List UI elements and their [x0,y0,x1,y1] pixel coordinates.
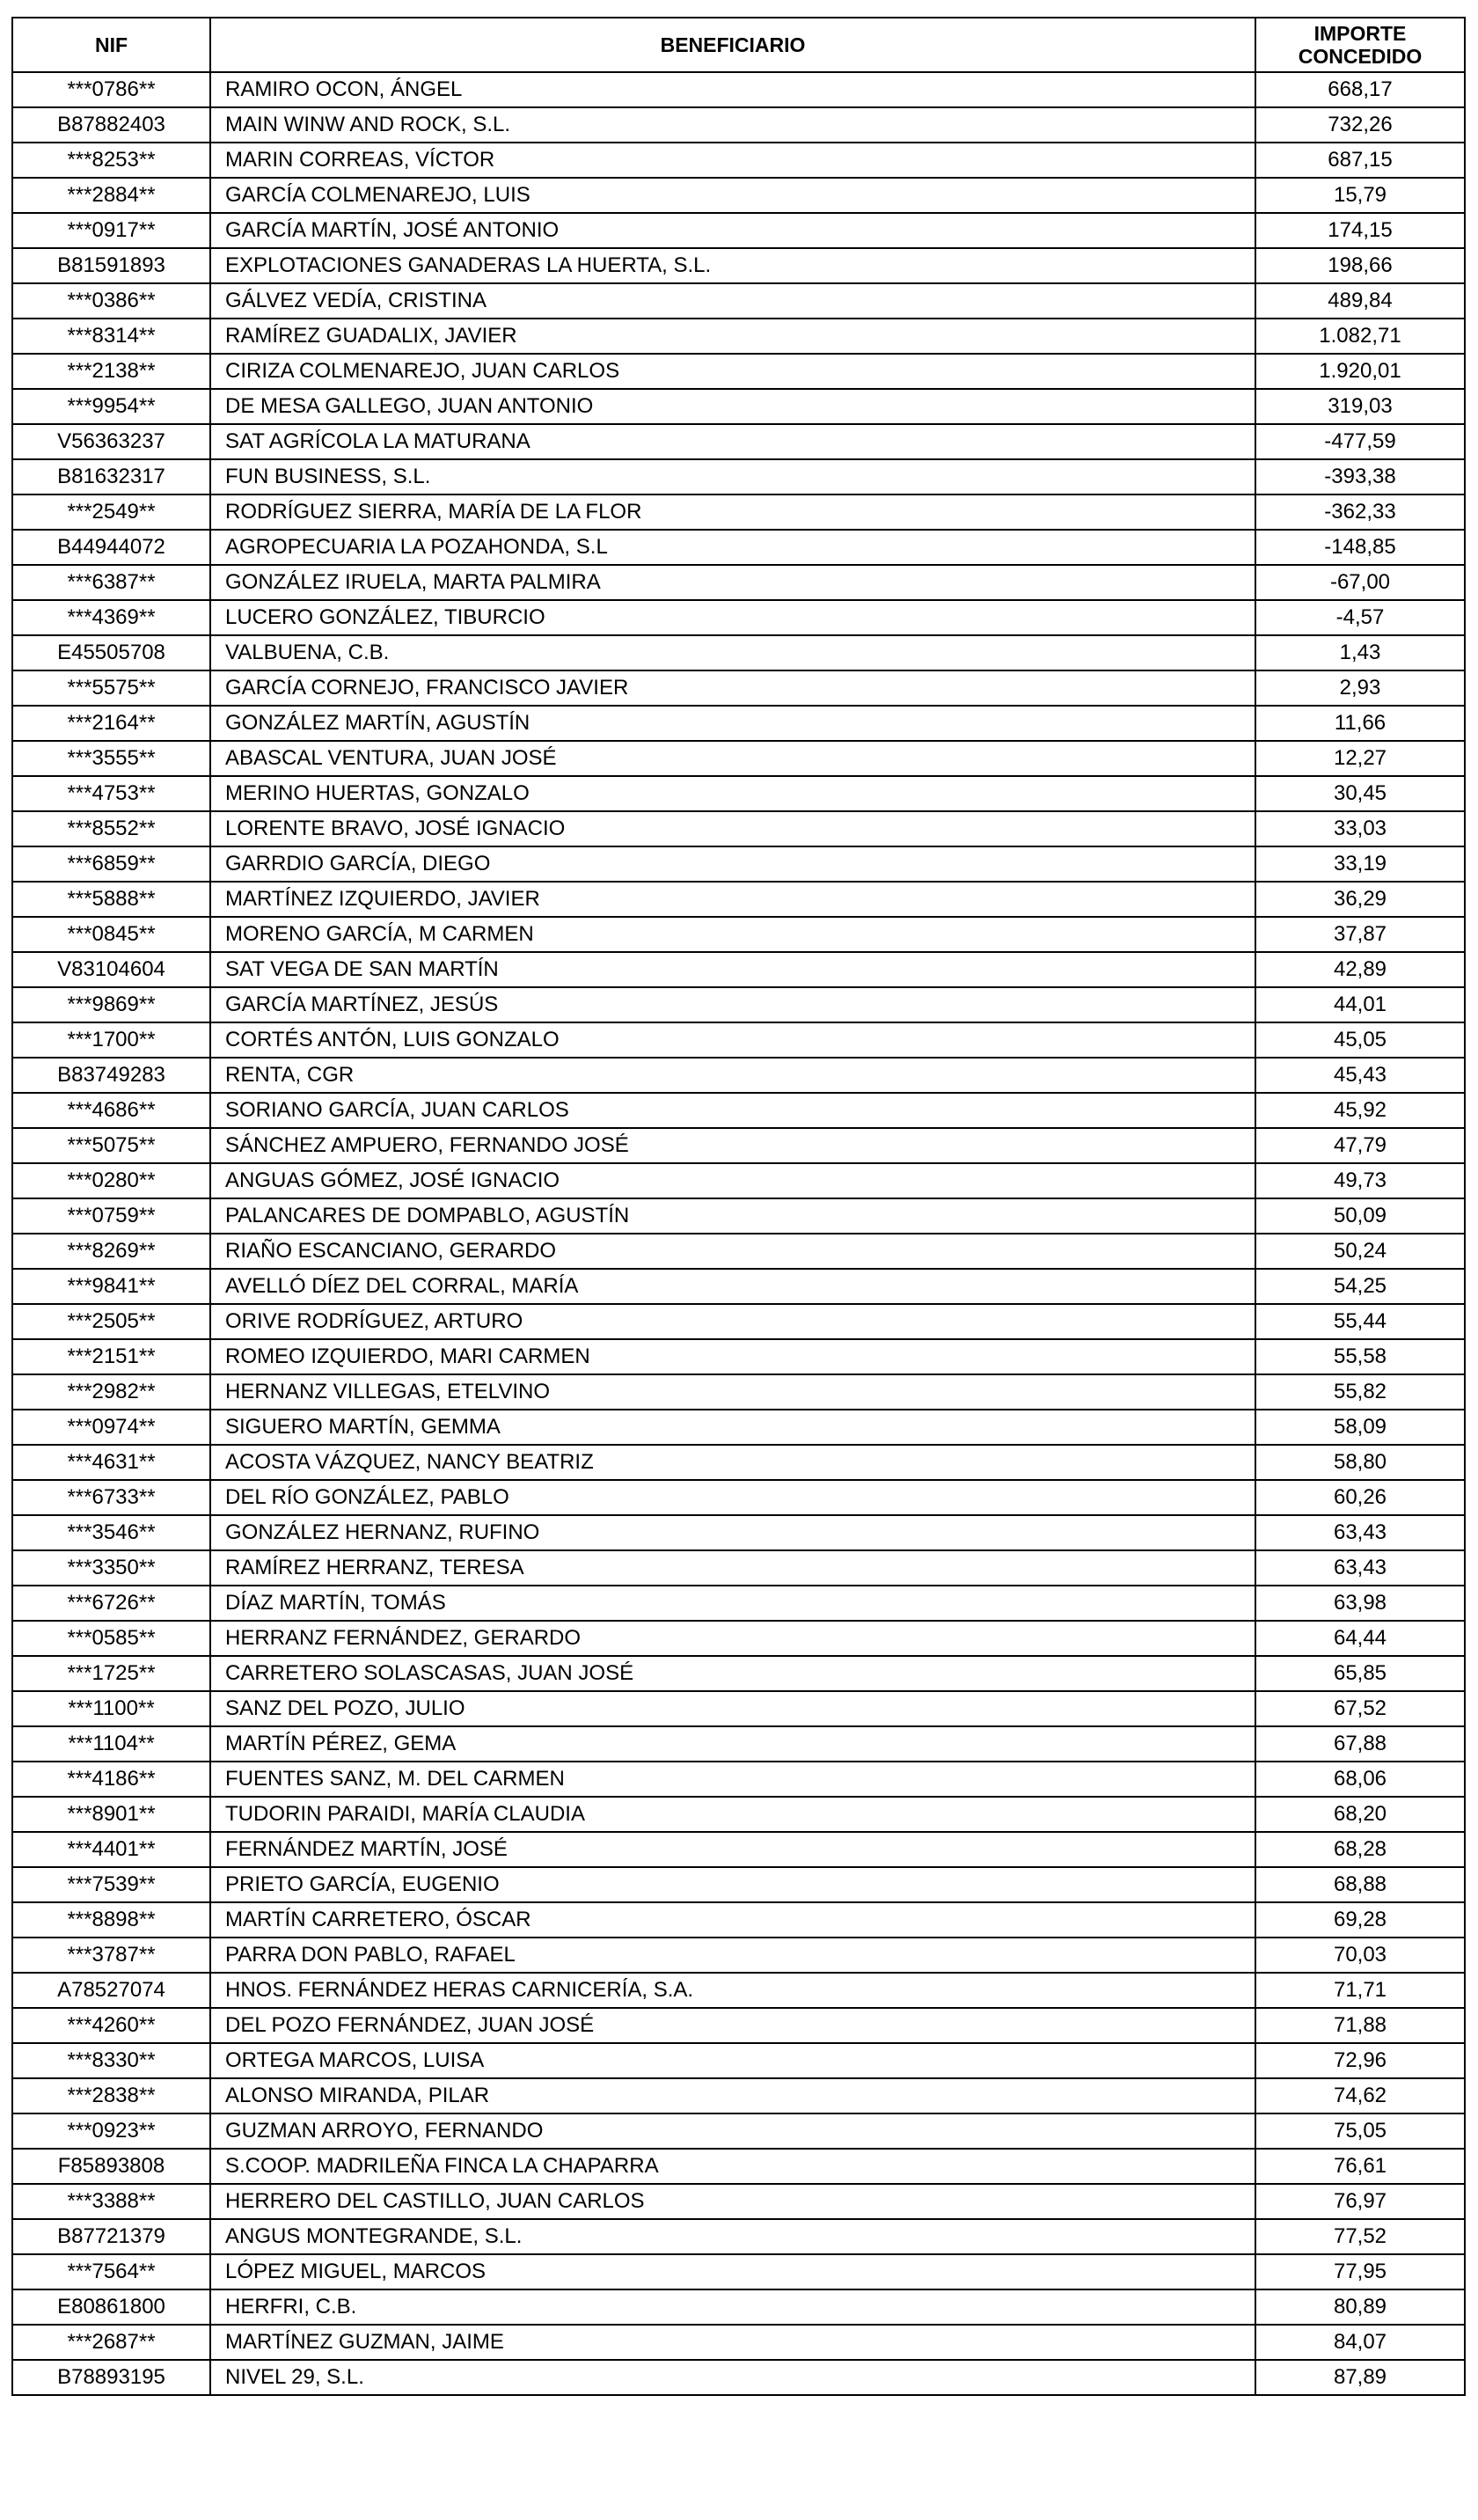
cell-beneficiary: SIGUERO MARTÍN, GEMMA [210,1410,1255,1445]
cell-nif: ***7564** [12,2254,210,2289]
cell-beneficiary: CORTÉS ANTÓN, LUIS GONZALO [210,1022,1255,1058]
cell-amount: 489,84 [1255,283,1465,319]
cell-amount: 54,25 [1255,1269,1465,1304]
cell-amount: 45,05 [1255,1022,1465,1058]
table-row [12,1621,1465,1656]
cell-amount: 60,26 [1255,1480,1465,1515]
table-row [12,2043,1465,2078]
cell-nif: ***8898** [12,1902,210,1938]
table-row [12,1691,1465,1726]
table-row [12,1902,1465,1938]
cell-nif: B78893195 [12,2360,210,2395]
cell-beneficiary: MORENO GARCÍA, M CARMEN [210,917,1255,952]
cell-beneficiary: DE MESA GALLEGO, JUAN ANTONIO [210,389,1255,424]
cell-amount: 71,71 [1255,1973,1465,2008]
cell-beneficiary: CARRETERO SOLASCASAS, JUAN JOSÉ [210,1656,1255,1691]
cell-nif: ***1700** [12,1022,210,1058]
cell-beneficiary: ACOSTA VÁZQUEZ, NANCY BEATRIZ [210,1445,1255,1480]
cell-nif: ***4369** [12,600,210,635]
table-row [12,741,1465,776]
cell-beneficiary: SANZ DEL POZO, JULIO [210,1691,1255,1726]
header-nif: NIF [12,18,210,72]
cell-beneficiary: ABASCAL VENTURA, JUAN JOSÉ [210,741,1255,776]
cell-amount: 67,88 [1255,1726,1465,1762]
cell-nif: ***0917** [12,213,210,248]
table-row [12,2184,1465,2219]
cell-beneficiary: MERINO HUERTAS, GONZALO [210,776,1255,811]
table-row [12,600,1465,635]
cell-amount: 75,05 [1255,2113,1465,2149]
cell-amount: 49,73 [1255,1163,1465,1198]
table-row [12,1022,1465,1058]
cell-amount: 68,06 [1255,1762,1465,1797]
table-row [12,1656,1465,1691]
table-row [12,952,1465,987]
cell-amount: 33,03 [1255,811,1465,846]
cell-nif: ***7539** [12,1867,210,1902]
cell-amount: 68,20 [1255,1797,1465,1832]
cell-beneficiary: NIVEL 29, S.L. [210,2360,1255,2395]
table-row [12,1128,1465,1163]
cell-amount: 319,03 [1255,389,1465,424]
cell-beneficiary: GONZÁLEZ IRUELA, MARTA PALMIRA [210,565,1255,600]
cell-amount: 87,89 [1255,2360,1465,2395]
table-row [12,1586,1465,1621]
cell-amount: 50,24 [1255,1234,1465,1269]
cell-beneficiary: LUCERO GONZÁLEZ, TIBURCIO [210,600,1255,635]
table-row [12,2113,1465,2149]
cell-nif: B44944072 [12,530,210,565]
cell-amount: 36,29 [1255,882,1465,917]
table-row [12,389,1465,424]
table-row [12,1410,1465,1445]
cell-amount: 33,19 [1255,846,1465,882]
table-row [12,2219,1465,2254]
cell-beneficiary: PARRA DON PABLO, RAFAEL [210,1938,1255,1973]
cell-nif: ***4686** [12,1093,210,1128]
table-row [12,1797,1465,1832]
cell-beneficiary: CIRIZA COLMENAREJO, JUAN CARLOS [210,354,1255,389]
table-row [12,565,1465,600]
cell-nif: ***0923** [12,2113,210,2149]
cell-amount: 15,79 [1255,178,1465,213]
table-row [12,1374,1465,1410]
cell-nif: ***8552** [12,811,210,846]
cell-beneficiary: SAT AGRÍCOLA LA MATURANA [210,424,1255,459]
cell-amount: 1,43 [1255,635,1465,670]
cell-amount: -67,00 [1255,565,1465,600]
table-row [12,811,1465,846]
cell-amount: 58,80 [1255,1445,1465,1480]
table-row [12,1515,1465,1550]
cell-amount: -393,38 [1255,459,1465,494]
cell-nif: ***8253** [12,143,210,178]
table-row [12,1269,1465,1304]
table-row [12,670,1465,706]
cell-nif: ***5075** [12,1128,210,1163]
cell-beneficiary: FERNÁNDEZ MARTÍN, JOSÉ [210,1832,1255,1867]
cell-amount: 687,15 [1255,143,1465,178]
cell-beneficiary: ANGUS MONTEGRANDE, S.L. [210,2219,1255,2254]
cell-amount: 174,15 [1255,213,1465,248]
cell-beneficiary: ROMEO IZQUIERDO, MARI CARMEN [210,1339,1255,1374]
table-row [12,635,1465,670]
header-beneficiary: BENEFICIARIO [210,18,1255,72]
cell-nif: ***4260** [12,2008,210,2043]
header-amount-line1: IMPORTE [1313,22,1407,45]
cell-beneficiary: FUN BUSINESS, S.L. [210,459,1255,494]
table-row [12,2078,1465,2113]
cell-nif: ***2151** [12,1339,210,1374]
cell-amount: 668,17 [1255,72,1465,107]
table-row [12,494,1465,530]
cell-amount: 74,62 [1255,2078,1465,2113]
cell-beneficiary: PRIETO GARCÍA, EUGENIO [210,1867,1255,1902]
cell-nif: ***3555** [12,741,210,776]
cell-nif: ***8330** [12,2043,210,2078]
table-row [12,319,1465,354]
cell-nif: ***2838** [12,2078,210,2113]
cell-nif: ***1725** [12,1656,210,1691]
cell-beneficiary: HERNANZ VILLEGAS, ETELVINO [210,1374,1255,1410]
cell-nif: ***3388** [12,2184,210,2219]
cell-beneficiary: GUZMAN ARROYO, FERNANDO [210,2113,1255,2149]
table-row [12,776,1465,811]
cell-beneficiary: ORIVE RODRÍGUEZ, ARTURO [210,1304,1255,1339]
table-row [12,354,1465,389]
cell-amount: 55,58 [1255,1339,1465,1374]
cell-amount: 65,85 [1255,1656,1465,1691]
cell-amount: 37,87 [1255,917,1465,952]
cell-beneficiary: AVELLÓ DÍEZ DEL CORRAL, MARÍA [210,1269,1255,1304]
cell-amount: -4,57 [1255,600,1465,635]
cell-beneficiary: HERRANZ FERNÁNDEZ, GERARDO [210,1621,1255,1656]
cell-amount: 69,28 [1255,1902,1465,1938]
cell-beneficiary: GARCÍA COLMENAREJO, LUIS [210,178,1255,213]
cell-nif: ***4753** [12,776,210,811]
table-row [12,530,1465,565]
cell-amount: 63,43 [1255,1550,1465,1586]
cell-amount: 68,28 [1255,1832,1465,1867]
cell-beneficiary: RAMIRO OCON, ÁNGEL [210,72,1255,107]
cell-beneficiary: RENTA, CGR [210,1058,1255,1093]
cell-nif: ***2982** [12,1374,210,1410]
cell-beneficiary: AGROPECUARIA LA POZAHONDA, S.L [210,530,1255,565]
cell-nif: ***3546** [12,1515,210,1550]
cell-amount: 11,66 [1255,706,1465,741]
cell-nif: ***4186** [12,1762,210,1797]
cell-amount: 30,45 [1255,776,1465,811]
table-row [12,1973,1465,2008]
cell-nif: ***0585** [12,1621,210,1656]
cell-beneficiary: SORIANO GARCÍA, JUAN CARLOS [210,1093,1255,1128]
cell-amount: 68,88 [1255,1867,1465,1902]
cell-nif: ***2884** [12,178,210,213]
cell-beneficiary: MARTÍN PÉREZ, GEMA [210,1726,1255,1762]
cell-beneficiary: SÁNCHEZ AMPUERO, FERNANDO JOSÉ [210,1128,1255,1163]
cell-nif: ***0759** [12,1198,210,1234]
cell-nif: ***5888** [12,882,210,917]
cell-beneficiary: GONZÁLEZ HERNANZ, RUFINO [210,1515,1255,1550]
cell-nif: ***1100** [12,1691,210,1726]
cell-nif: ***3350** [12,1550,210,1586]
cell-beneficiary: GONZÁLEZ MARTÍN, AGUSTÍN [210,706,1255,741]
cell-nif: ***0280** [12,1163,210,1198]
cell-amount: 44,01 [1255,987,1465,1022]
cell-beneficiary: MAIN WINW AND ROCK, S.L. [210,107,1255,143]
cell-nif: B87882403 [12,107,210,143]
table-row [12,1938,1465,1973]
beneficiaries-table [11,17,1466,2396]
table-row [12,1339,1465,1374]
cell-amount: 70,03 [1255,1938,1465,1973]
cell-nif: ***0786** [12,72,210,107]
cell-amount: -148,85 [1255,530,1465,565]
table-row [12,2149,1465,2184]
cell-amount: -362,33 [1255,494,1465,530]
cell-beneficiary: MARTÍNEZ IZQUIERDO, JAVIER [210,882,1255,917]
table-row [12,178,1465,213]
cell-nif: A78527074 [12,1973,210,2008]
table-row [12,107,1465,143]
table-row [12,1726,1465,1762]
cell-nif: B87721379 [12,2219,210,2254]
cell-beneficiary: ALONSO MIRANDA, PILAR [210,2078,1255,2113]
cell-amount: 47,79 [1255,1128,1465,1163]
cell-nif: ***8314** [12,319,210,354]
cell-nif: ***4401** [12,1832,210,1867]
cell-beneficiary: PALANCARES DE DOMPABLO, AGUSTÍN [210,1198,1255,1234]
table-row [12,2360,1465,2395]
cell-nif: ***3787** [12,1938,210,1973]
cell-amount: 67,52 [1255,1691,1465,1726]
table-row [12,846,1465,882]
cell-nif: ***6733** [12,1480,210,1515]
cell-beneficiary: DEL POZO FERNÁNDEZ, JUAN JOSÉ [210,2008,1255,2043]
table-row [12,1867,1465,1902]
cell-nif: ***6726** [12,1586,210,1621]
cell-amount: 71,88 [1255,2008,1465,2043]
cell-beneficiary: MARIN CORREAS, VÍCTOR [210,143,1255,178]
cell-amount: 198,66 [1255,248,1465,283]
header-amount-line2: CONCEDIDO [1298,45,1423,68]
cell-beneficiary: ANGUAS GÓMEZ, JOSÉ IGNACIO [210,1163,1255,1198]
cell-beneficiary: LÓPEZ MIGUEL, MARCOS [210,2254,1255,2289]
cell-nif: B81591893 [12,248,210,283]
table-row [12,1480,1465,1515]
table-row [12,213,1465,248]
cell-nif: ***9869** [12,987,210,1022]
cell-nif: ***9954** [12,389,210,424]
cell-beneficiary: DÍAZ MARTÍN, TOMÁS [210,1586,1255,1621]
cell-nif: V56363237 [12,424,210,459]
cell-nif: ***6859** [12,846,210,882]
cell-beneficiary: LORENTE BRAVO, JOSÉ IGNACIO [210,811,1255,846]
cell-beneficiary: VALBUENA, C.B. [210,635,1255,670]
cell-nif: ***2164** [12,706,210,741]
table-row [12,1163,1465,1198]
cell-beneficiary: SAT VEGA DE SAN MARTÍN [210,952,1255,987]
table-row [12,1832,1465,1867]
cell-amount: 732,26 [1255,107,1465,143]
table-row [12,1198,1465,1234]
cell-nif: ***5575** [12,670,210,706]
cell-nif: ***2549** [12,494,210,530]
table-row [12,917,1465,952]
cell-amount: 50,09 [1255,1198,1465,1234]
cell-amount: 76,97 [1255,2184,1465,2219]
cell-beneficiary: EXPLOTACIONES GANADERAS LA HUERTA, S.L. [210,248,1255,283]
cell-amount: 64,44 [1255,1621,1465,1656]
cell-nif: ***8269** [12,1234,210,1269]
cell-nif: ***2138** [12,354,210,389]
cell-beneficiary: TUDORIN PARAIDI, MARÍA CLAUDIA [210,1797,1255,1832]
cell-amount: 63,98 [1255,1586,1465,1621]
cell-amount: 1.920,01 [1255,354,1465,389]
table-row [12,248,1465,283]
cell-beneficiary: GARRDIO GARCÍA, DIEGO [210,846,1255,882]
cell-beneficiary: RODRÍGUEZ SIERRA, MARÍA DE LA FLOR [210,494,1255,530]
cell-nif: ***4631** [12,1445,210,1480]
cell-nif: B83749283 [12,1058,210,1093]
cell-beneficiary: RIAÑO ESCANCIANO, GERARDO [210,1234,1255,1269]
table-row [12,72,1465,107]
table-row [12,882,1465,917]
cell-nif: F85893808 [12,2149,210,2184]
table-row [12,2254,1465,2289]
table-row [12,459,1465,494]
cell-nif: ***0845** [12,917,210,952]
cell-amount: 45,92 [1255,1093,1465,1128]
header-amount [1255,18,1465,72]
cell-amount: 58,09 [1255,1410,1465,1445]
table-row [12,1234,1465,1269]
cell-nif: V83104604 [12,952,210,987]
cell-amount: 80,89 [1255,2289,1465,2325]
table-row [12,1550,1465,1586]
cell-nif: ***8901** [12,1797,210,1832]
cell-nif: ***9841** [12,1269,210,1304]
table-row [12,1058,1465,1093]
cell-amount: 45,43 [1255,1058,1465,1093]
cell-beneficiary: GARCÍA MARTÍN, JOSÉ ANTONIO [210,213,1255,248]
cell-nif: ***2687** [12,2325,210,2360]
cell-nif: B81632317 [12,459,210,494]
cell-nif: ***0386** [12,283,210,319]
cell-amount: 84,07 [1255,2325,1465,2360]
cell-nif: ***0974** [12,1410,210,1445]
cell-beneficiary: ORTEGA MARCOS, LUISA [210,2043,1255,2078]
cell-beneficiary: GÁLVEZ VEDÍA, CRISTINA [210,283,1255,319]
cell-amount: 12,27 [1255,741,1465,776]
table-row [12,1093,1465,1128]
table-row [12,987,1465,1022]
cell-beneficiary: S.COOP. MADRILEÑA FINCA LA CHAPARRA [210,2149,1255,2184]
table-body [12,72,1465,2395]
cell-amount: 1.082,71 [1255,319,1465,354]
table-row [12,2289,1465,2325]
cell-amount: -477,59 [1255,424,1465,459]
cell-nif: ***1104** [12,1726,210,1762]
cell-nif: ***2505** [12,1304,210,1339]
cell-amount: 55,82 [1255,1374,1465,1410]
header-row [12,18,1465,72]
table-header [12,18,1465,72]
cell-beneficiary: HNOS. FERNÁNDEZ HERAS CARNICERÍA, S.A. [210,1973,1255,2008]
cell-beneficiary: MARTÍNEZ GUZMAN, JAIME [210,2325,1255,2360]
cell-beneficiary: RAMÍREZ GUADALIX, JAVIER [210,319,1255,354]
table-row [12,2325,1465,2360]
cell-amount: 77,52 [1255,2219,1465,2254]
table-row [12,1304,1465,1339]
cell-amount: 2,93 [1255,670,1465,706]
cell-amount: 77,95 [1255,2254,1465,2289]
cell-amount: 42,89 [1255,952,1465,987]
table-row [12,424,1465,459]
cell-amount: 76,61 [1255,2149,1465,2184]
cell-amount: 72,96 [1255,2043,1465,2078]
cell-beneficiary: GARCÍA CORNEJO, FRANCISCO JAVIER [210,670,1255,706]
cell-nif: E45505708 [12,635,210,670]
cell-amount: 55,44 [1255,1304,1465,1339]
cell-beneficiary: RAMÍREZ HERRANZ, TERESA [210,1550,1255,1586]
cell-beneficiary: GARCÍA MARTÍNEZ, JESÚS [210,987,1255,1022]
cell-amount: 63,43 [1255,1515,1465,1550]
cell-beneficiary: FUENTES SANZ, M. DEL CARMEN [210,1762,1255,1797]
table-row [12,1445,1465,1480]
cell-beneficiary: DEL RÍO GONZÁLEZ, PABLO [210,1480,1255,1515]
table-row [12,143,1465,178]
cell-nif: E80861800 [12,2289,210,2325]
cell-nif: ***6387** [12,565,210,600]
table-row [12,1762,1465,1797]
cell-beneficiary: HERFRI, C.B. [210,2289,1255,2325]
table-row [12,2008,1465,2043]
table-row [12,283,1465,319]
cell-beneficiary: MARTÍN CARRETERO, ÓSCAR [210,1902,1255,1938]
table-row [12,706,1465,741]
cell-beneficiary: HERRERO DEL CASTILLO, JUAN CARLOS [210,2184,1255,2219]
